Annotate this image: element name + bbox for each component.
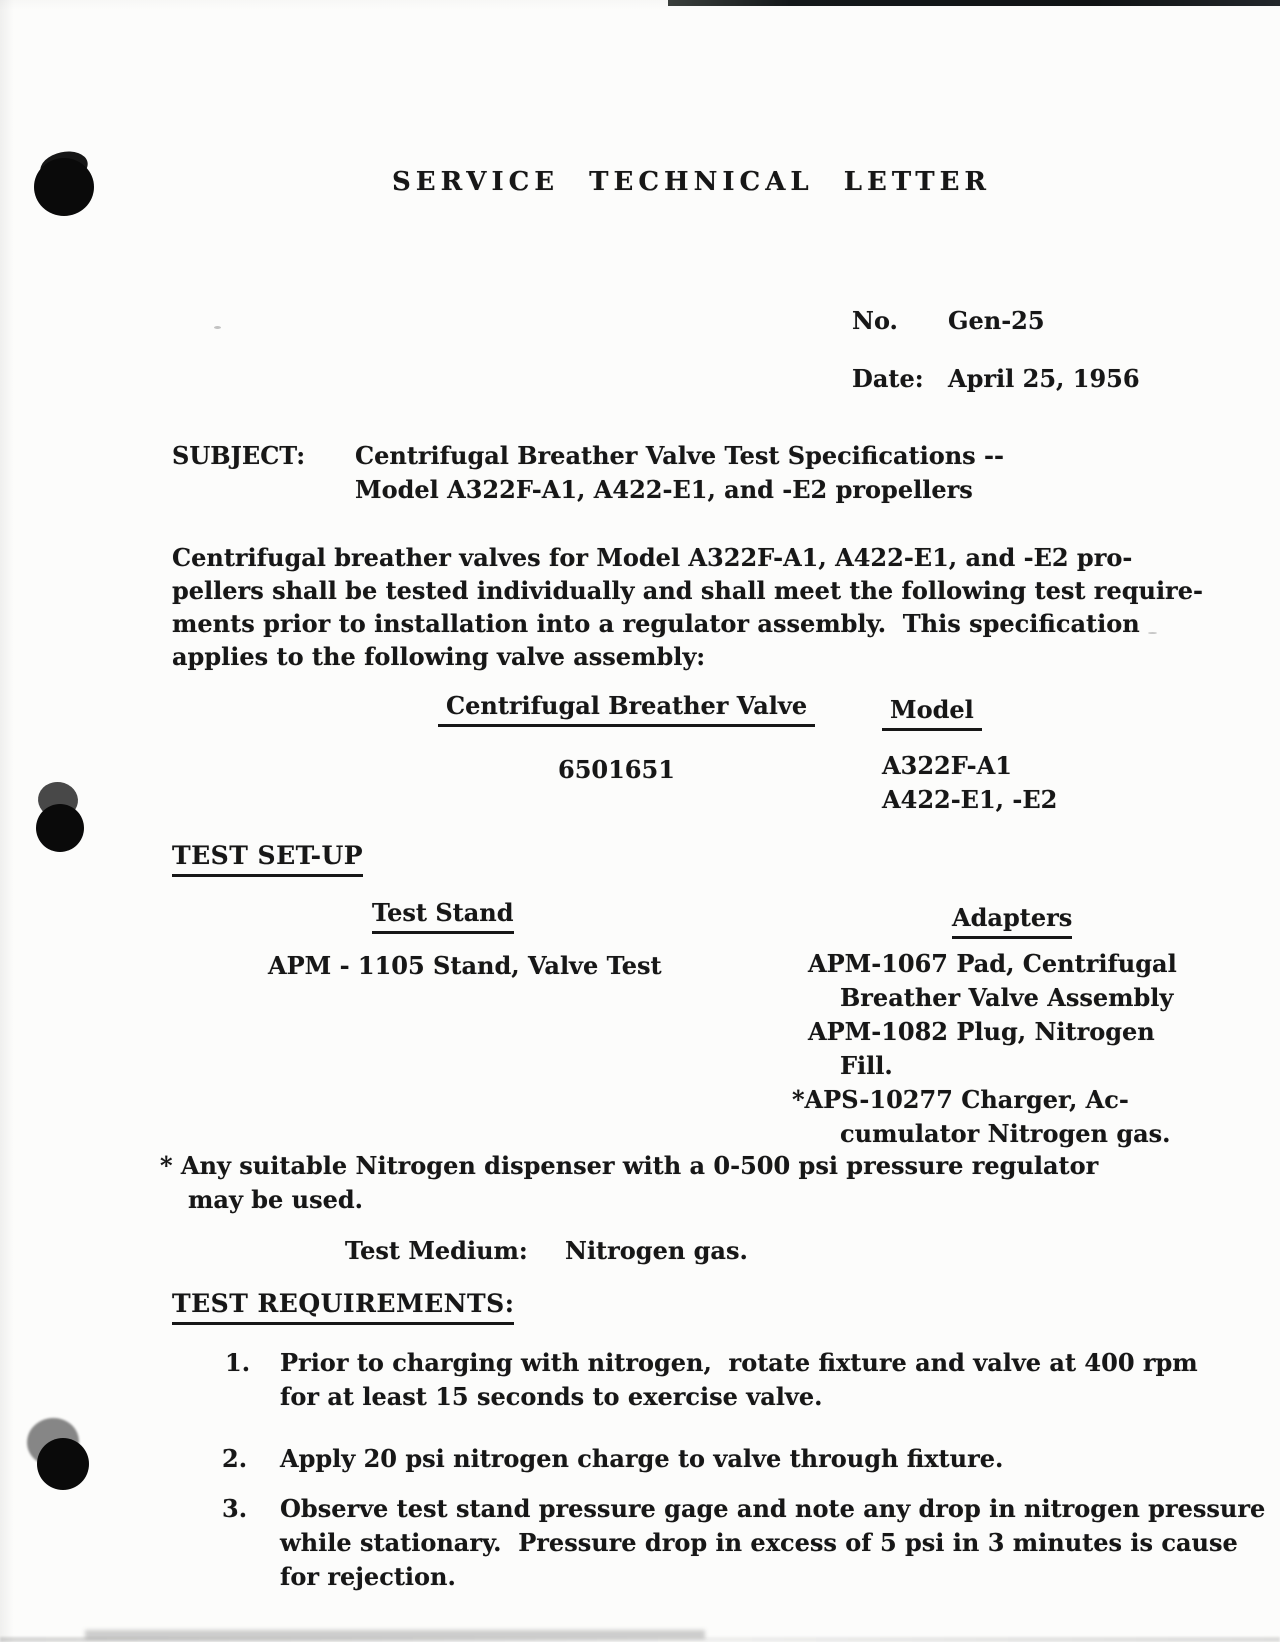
valve-col1-header: Centrifugal Breather Valve xyxy=(438,691,815,727)
req-item-number: 2. xyxy=(222,1444,248,1473)
bottom-scan-artifact xyxy=(0,1637,1280,1642)
valve-model-2: A422-E1, -E2 xyxy=(882,785,1058,814)
section-test-setup-heading: TEST SET-UP xyxy=(172,840,363,877)
req-item-line: Apply 20 psi nitrogen charge to valve through fixture. xyxy=(280,1444,1004,1473)
top-edge-scan-bar xyxy=(668,0,1280,6)
test-stand-header: Test Stand xyxy=(372,898,514,934)
adapters-line: APM-1067 Pad, Centrifugal xyxy=(808,949,1177,978)
req-item-line: for rejection. xyxy=(280,1562,456,1591)
adapters-line: APM-1082 Plug, Nitrogen xyxy=(808,1017,1155,1046)
valve-part-number: 6501651 xyxy=(558,755,675,784)
hole-punch-mark xyxy=(36,804,84,852)
test-stand-value: APM - 1105 Stand, Valve Test xyxy=(268,951,662,980)
hole-punch-mark xyxy=(34,158,94,216)
subject-line-2: Model A322F-A1, A422-E1, and -E2 propellers xyxy=(355,475,973,504)
scan-speck xyxy=(1148,632,1157,634)
req-item-line: Observe test stand pressure gage and note any drop in nitrogen pressure xyxy=(280,1494,1266,1523)
adapters-line: *APS-10277 Charger, Ac- xyxy=(792,1085,1129,1114)
hole-punch-mark xyxy=(37,1438,89,1490)
req-item-line: while stationary. Pressure drop in excess of 5 psi in 3 minutes is cause xyxy=(280,1528,1238,1557)
valve-col2-header: Model xyxy=(882,695,982,731)
scan-speck xyxy=(214,326,221,329)
footnote-line-1: * Any suitable Nitrogen dispenser with a 0-500 psi pressure regulator xyxy=(160,1151,1099,1180)
doc-number-value: Gen-25 xyxy=(948,306,1045,335)
doc-number-label: No. xyxy=(852,306,898,335)
page-title: SERVICE TECHNICAL LETTER xyxy=(392,167,992,197)
test-medium-label: Test Medium: xyxy=(345,1236,528,1265)
req-item-line: for at least 15 seconds to exercise valve. xyxy=(280,1382,823,1411)
subject-line-1: Centrifugal Breather Valve Test Specifications -- xyxy=(355,441,1004,470)
doc-date-value: April 25, 1956 xyxy=(948,364,1140,393)
intro-line: Centrifugal breather valves for Model A322F-A1, A422-E1, and -E2 pro- xyxy=(172,543,1133,572)
section-test-requirements-heading: TEST REQUIREMENTS: xyxy=(172,1288,514,1325)
intro-line: pellers shall be tested individually and shall meet the following test require- xyxy=(172,576,1203,605)
req-item-number: 3. xyxy=(222,1494,248,1523)
adapters-line: cumulator Nitrogen gas. xyxy=(840,1119,1171,1148)
valve-model-1: A322F-A1 xyxy=(882,751,1012,780)
test-medium-value: Nitrogen gas. xyxy=(565,1236,748,1265)
intro-line: ments prior to installation into a regulator assembly. This specification xyxy=(172,609,1140,638)
req-item-line: Prior to charging with nitrogen, rotate fixture and valve at 400 rpm xyxy=(280,1348,1198,1377)
subject-label: SUBJECT: xyxy=(172,441,306,470)
adapters-header: Adapters xyxy=(952,903,1072,939)
adapters-line: Fill. xyxy=(840,1051,893,1080)
footnote-line-2: may be used. xyxy=(188,1185,364,1214)
doc-date-label: Date: xyxy=(852,364,924,393)
req-item-number: 1. xyxy=(225,1348,251,1377)
intro-line: applies to the following valve assembly: xyxy=(172,642,706,671)
adapters-line: Breather Valve Assembly xyxy=(840,983,1174,1012)
